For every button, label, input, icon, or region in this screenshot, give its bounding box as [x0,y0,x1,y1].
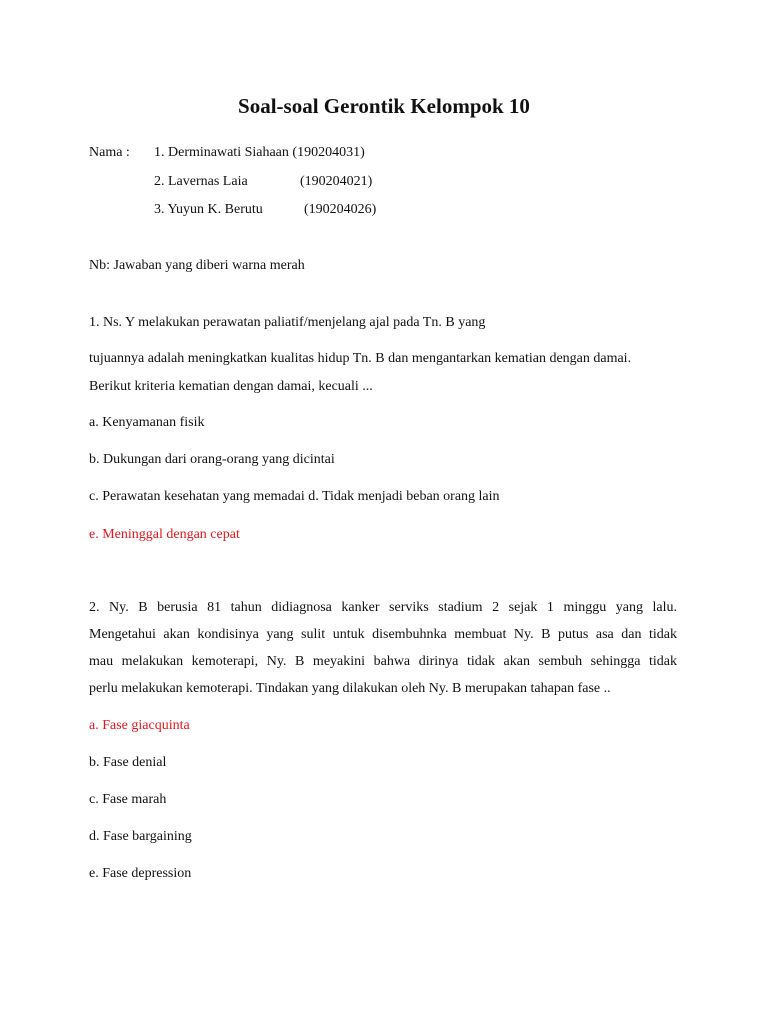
page-title: Soal-soal Gerontik Kelompok 10 [238,94,530,118]
q2-line-3: mau melakukan kemoterapi, Ny. B meyakini bahwa dirinya tidak akan sembuh sehingga tidak [89,654,677,669]
q1-line-3: Berikut kriteria kematian dengan damai, kecuali ... [89,379,373,394]
q2-option-d: d. Fase bargaining [89,829,192,844]
member-2-id: (190204021) [300,174,373,189]
q2-option-a-answer: a. Fase giacquinta [89,718,190,733]
q1-line-2: tujuannya adalah meningkatkan kualitas hidup Tn. B dan mengantarkan kematian dengan damai. [89,351,632,366]
q2-line-2: Mengetahui akan kondisinya yang sulit untuk disembuhnka membuat Ny. B putus asa dan tidak [89,627,677,642]
member-1: 1. Derminawati Siahaan (190204031) [154,145,365,160]
q1-option-e-answer: e. Meninggal dengan cepat [89,527,240,542]
q2-option-b: b. Fase denial [89,755,167,770]
q1-option-c-d: c. Perawatan kesehatan yang memadai d. Tidak menjadi beban orang lain [89,489,500,504]
q1-option-b: b. Dukungan dari orang-orang yang dicintai [89,452,335,467]
name-label: Nama : [89,145,130,160]
note: Nb: Jawaban yang diberi warna merah [89,258,305,273]
q2-option-e: e. Fase depression [89,866,192,881]
member-3-name: 3. Yuyun K. Berutu [154,202,263,217]
q1-option-a: a. Kenyamanan fisik [89,415,205,430]
q2-line-4: perlu melakukan kemoterapi. Tindakan yang dilakukan oleh Ny. B merupakan tahapan fase .. [89,681,611,696]
q2-option-c: c. Fase marah [89,792,167,807]
q2-line-1: 2. Ny. B berusia 81 tahun didiagnosa kanker serviks stadium 2 sejak 1 minggu yang lalu. [89,600,677,615]
member-2-name: 2. Lavernas Laia [154,174,248,189]
q1-line-1: 1. Ns. Y melakukan perawatan paliatif/menjelang ajal pada Tn. B yang [89,315,486,330]
member-3-id: (190204026) [304,202,377,217]
